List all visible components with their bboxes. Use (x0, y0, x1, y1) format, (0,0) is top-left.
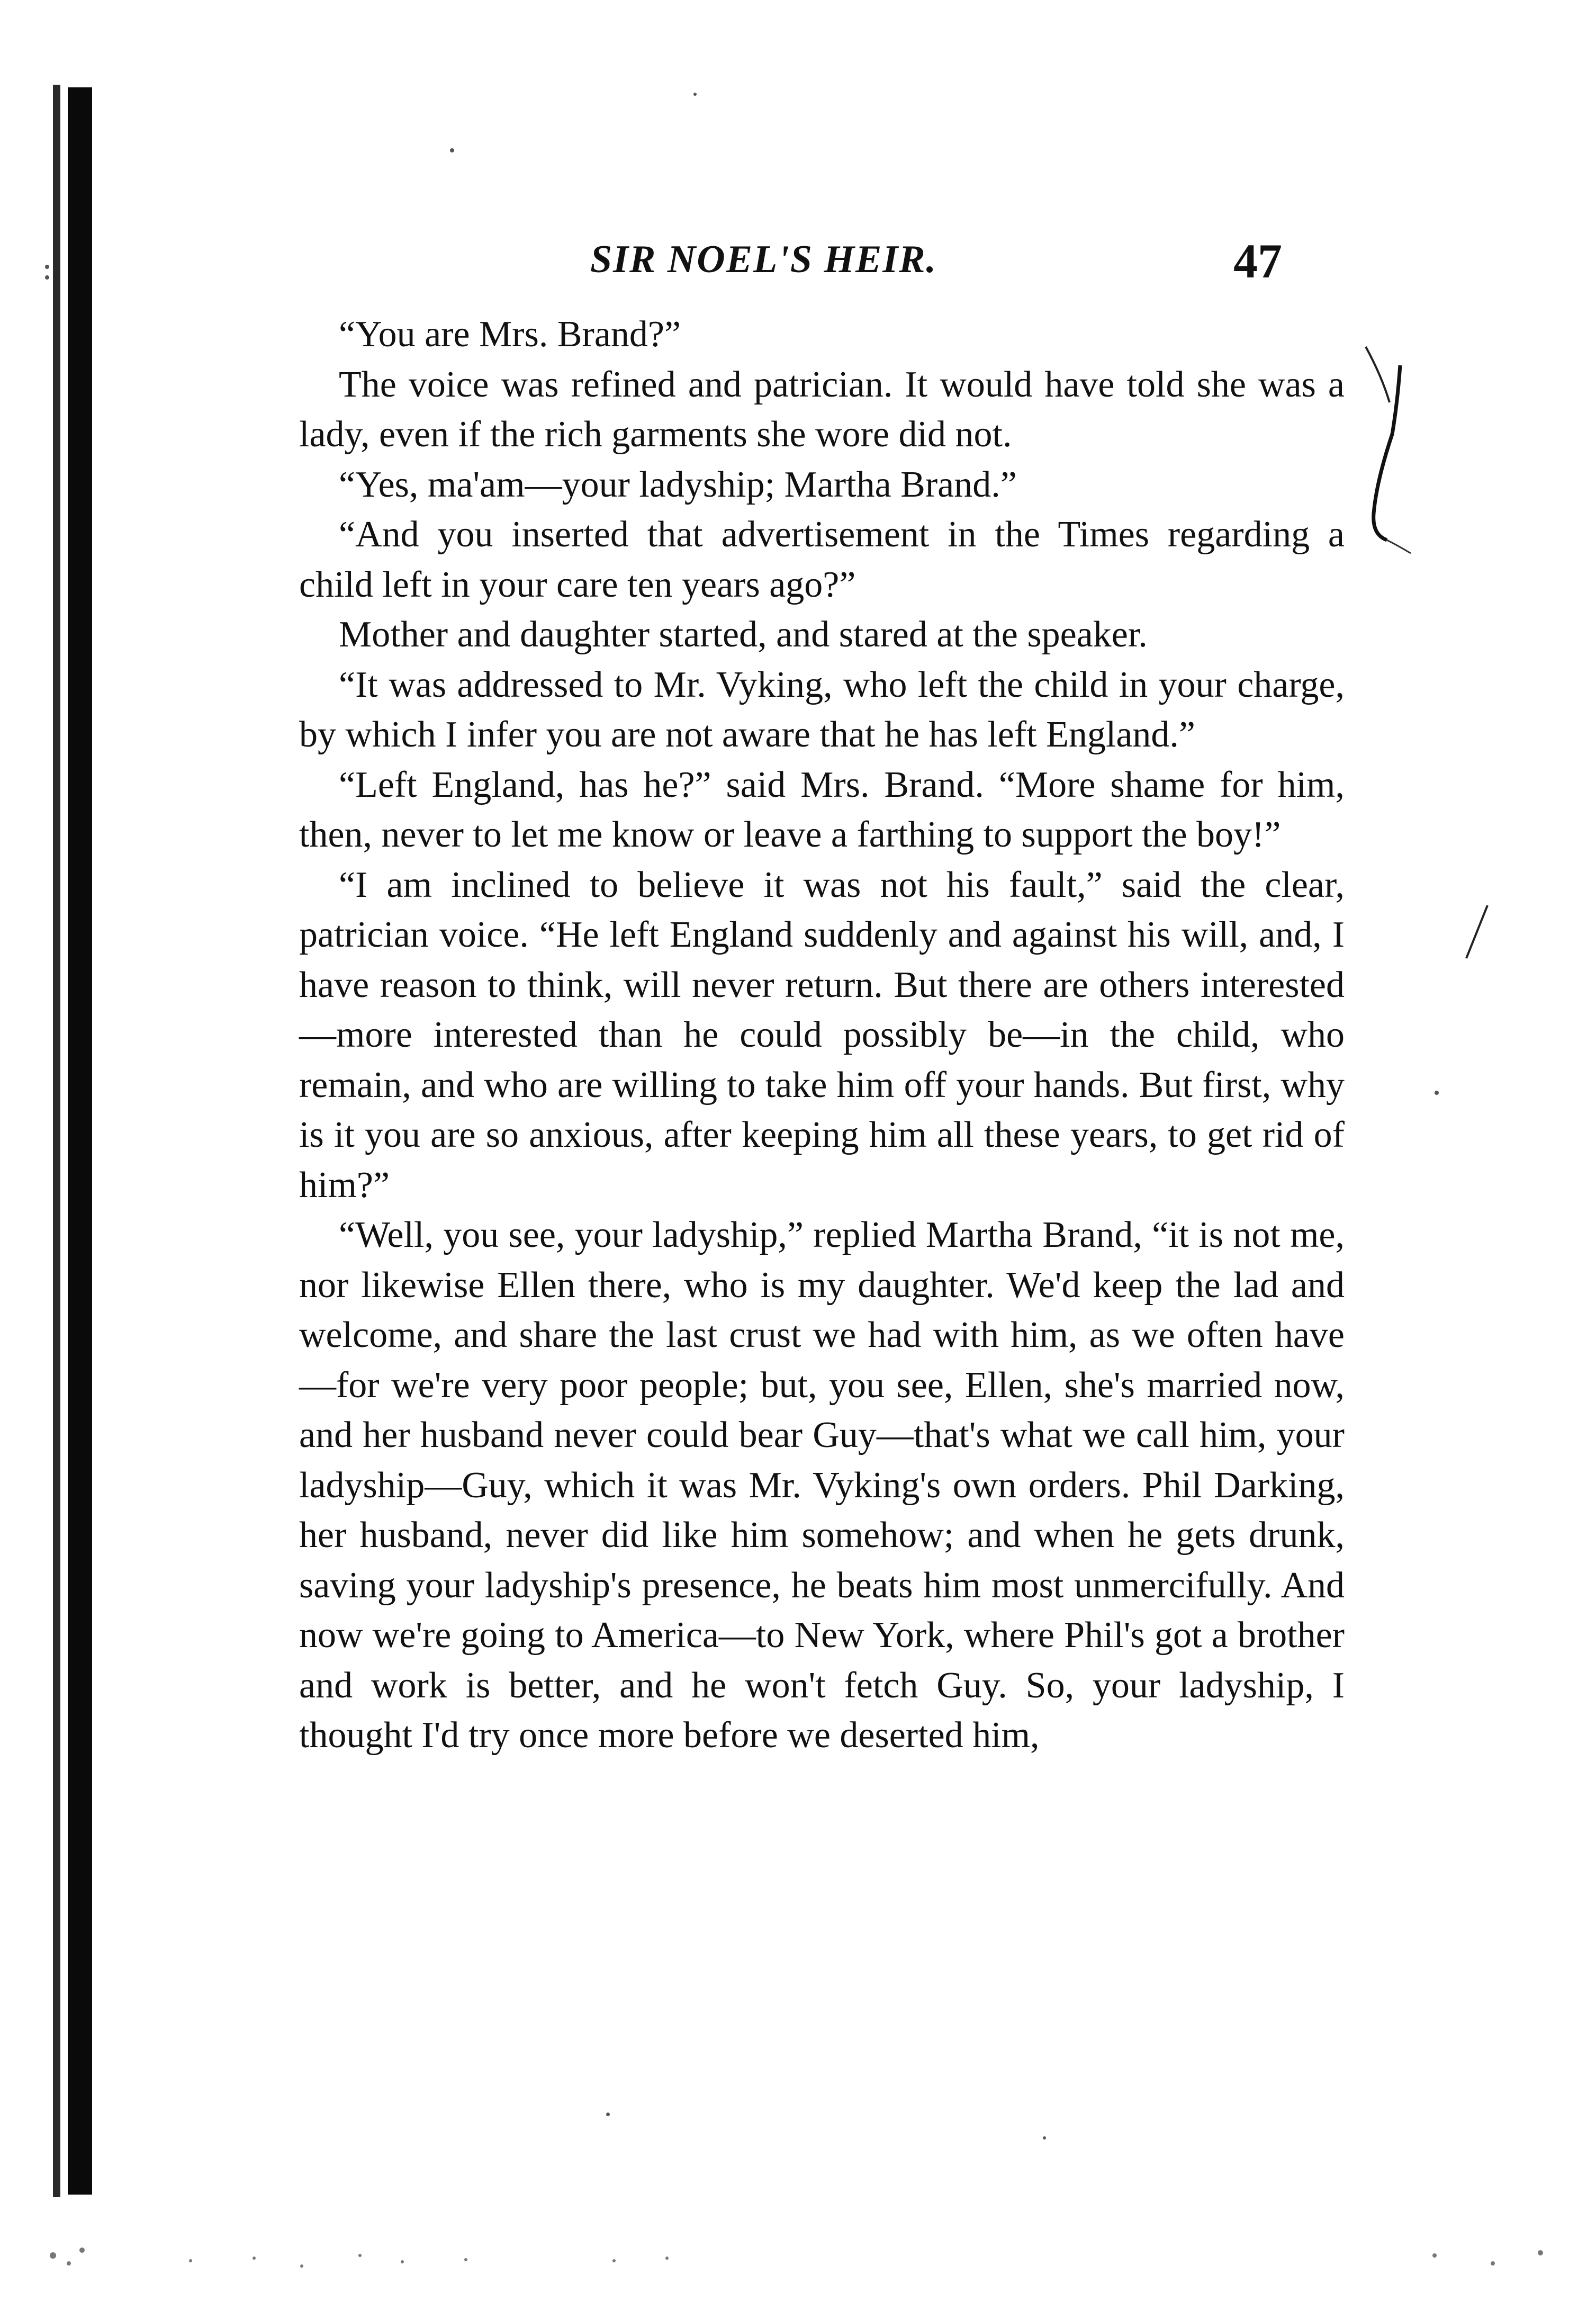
paragraph: Mother and daughter started, and stared at the speaker. (339, 614, 1148, 655)
running-title: SIR NOEL'S HEIR. (590, 238, 937, 281)
paragraph: “Yes, ma'am—your ladyship; Martha Brand.” (339, 464, 1017, 505)
page-edge-noise (32, 2234, 1567, 2277)
running-head (296, 233, 1355, 296)
binding-edge (68, 87, 92, 2195)
handwritten-margin-mark (1360, 344, 1429, 567)
page-speck (1435, 1091, 1439, 1095)
page-number: 47 (1233, 234, 1282, 288)
paragraph: “I am inclined to believe it was not his fault,” said the clear, patrician voice. “He left England suddenly and against his will, and, I have reason to think, will never return. But there are others interested—more interested than he could possibly be—in the child, who remain, and who are willing to take him off your hands. But first, why is it you are so anxious, after keeping him all these years, to get rid of him?” (299, 864, 1345, 1206)
page-speck (45, 265, 49, 269)
paragraph: “And you inserted that advertisement in the Times regarding a child left in your care ten years ago?” (299, 514, 1345, 605)
page-speck (450, 148, 454, 152)
page-speck (1043, 2136, 1046, 2140)
body-text (299, 310, 1345, 1761)
page-speck (693, 93, 697, 96)
binding-shadow (53, 85, 60, 2197)
paragraph: “It was addressed to Mr. Vyking, who left the child in your charge, by which I infer you are not aware that he has left England.” (299, 664, 1345, 755)
margin-slash-mark (1461, 900, 1493, 964)
paragraph: “You are Mrs. Brand?” (339, 314, 681, 355)
paragraph: “Left England, has he?” said Mrs. Brand. “More shame for him, then, never to let me know or leave a farthing to support the boy!” (299, 764, 1345, 855)
paragraph: The voice was refined and patrician. It would have told she was a lady, even if the rich garments she wore did not. (299, 364, 1345, 455)
page-speck (45, 275, 49, 280)
paragraph: “Well, you see, your ladyship,” replied Martha Brand, “it is not me, nor likewise Ellen there, who is my daughter. We'd keep the lad and welcome, and share the last crust we had with him, as we often have—for we're very poor people; but, you see, Ellen, she's married now, and her husband never could bear Guy—that's what we call him, your ladyship—Guy, which it was Mr. Vyking's own orders. Phil Darking, her husband, never did like him somehow; and when he gets drunk, saving your ladyship's presence, he beats him most unmercifully. And now we're going to America—to New York, where Phil's got a brother and work is better, and he won't fetch Guy. So, your ladyship, I thought I'd try once more before we deserted him, (299, 1215, 1345, 1756)
page-speck (606, 2113, 610, 2116)
